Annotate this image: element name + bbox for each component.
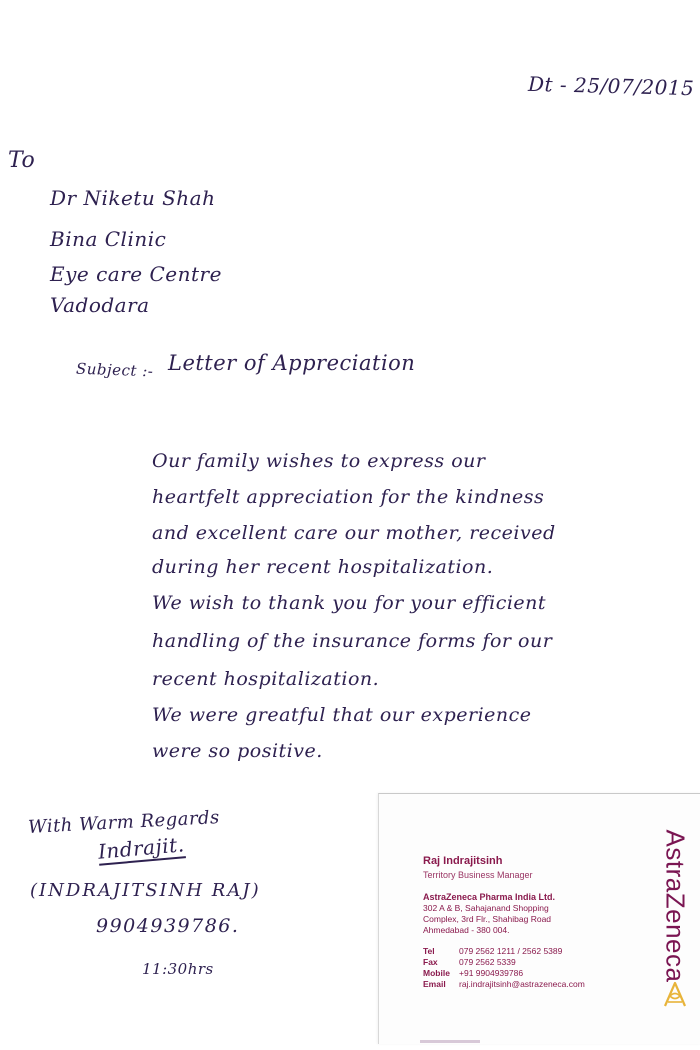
address-line: Bina Clinic — [50, 227, 167, 251]
subject-text: Letter of Appreciation — [168, 351, 416, 375]
body-line: were so positive. — [152, 740, 323, 762]
scan-mark — [420, 1040, 480, 1043]
card-contact-label: Fax — [423, 957, 438, 967]
letter-time: 11:30hrs — [142, 960, 214, 978]
card-contact-value: 079 2562 5339 — [459, 957, 516, 967]
body-line: during her recent hospitalization. — [152, 556, 494, 578]
card-contact-label: Mobile — [423, 968, 450, 978]
card-title: Territory Business Manager — [423, 870, 533, 880]
address-line: Dr Niketu Shah — [50, 186, 216, 210]
card-address-line: Complex, 3rd Flr., Shahibag Road — [423, 914, 552, 924]
body-line: recent hospitalization. — [152, 668, 380, 690]
astrazeneca-symbol-icon — [661, 980, 689, 1010]
card-address-line: Ahmedabad - 380 004. — [423, 925, 510, 935]
letter-date: Dt - 25/07/2015 — [527, 71, 695, 101]
card-contact-value: +91 9904939786 — [459, 968, 524, 978]
card-company: AstraZeneca Pharma India Ltd. — [423, 892, 556, 902]
closing: With Warm Regards — [27, 806, 221, 839]
body-line: handling of the insurance forms for our — [152, 630, 553, 652]
sender-phone: 9904939786. — [96, 915, 240, 937]
address-line: Vadodara — [50, 293, 150, 317]
sender-name: (INDRAJITSINH RAJ) — [30, 880, 261, 901]
card-contact-label: Email — [423, 979, 446, 989]
card-name: Raj Indrajitsinh — [423, 855, 503, 867]
astrazeneca-logo: AstraZeneca — [660, 829, 691, 983]
card-contact-label: Tel — [423, 946, 435, 956]
body-line: We wish to thank you for your efficient — [152, 592, 547, 614]
body-line: We were greatful that our experience — [152, 704, 532, 726]
body-line: and excellent care our mother, received — [152, 522, 556, 544]
signature: Indrajit. — [97, 832, 186, 864]
address-line: Eye care Centre — [50, 262, 222, 286]
letter-to: To — [8, 148, 36, 173]
subject-label: Subject :- — [75, 359, 154, 381]
business-card — [378, 793, 700, 1044]
body-line: Our family wishes to express our — [152, 450, 486, 472]
card-contact-value: raj.indrajitsinh@astrazeneca.com — [459, 979, 585, 989]
card-contact-value: 079 2562 1211 / 2562 5389 — [459, 946, 563, 956]
card-address-line: 302 A & B, Sahajanand Shopping — [423, 903, 549, 913]
body-line: heartfelt appreciation for the kindness — [152, 486, 545, 508]
